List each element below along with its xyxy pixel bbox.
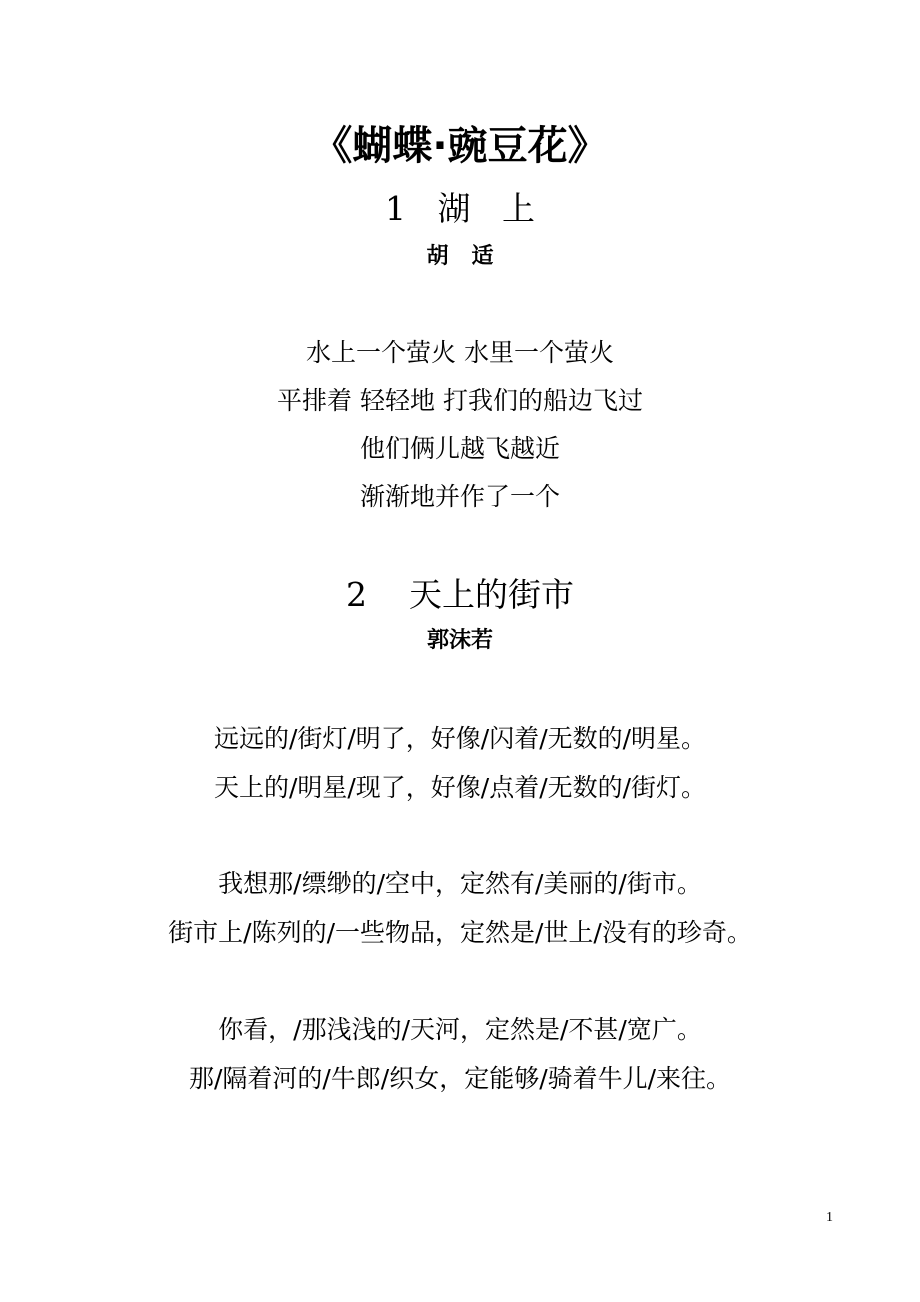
verse-line: 平排着 轻轻地 打我们的船边飞过 [277, 386, 643, 415]
verse-line: 我想那/缥缈的/空中，定然有/美丽的/街市。 [218, 869, 702, 898]
verse-line: 那/隔着河的/牛郎/织女，定能够/骑着牛儿/来往。 [188, 1064, 732, 1093]
verse-line: 街市上/陈列的/一些物品，定然是/世上/没有的珍奇。 [168, 918, 752, 947]
verse-line: 渐渐地并作了一个 [359, 482, 560, 511]
verse-line: 你看，/那浅浅的/天河，定然是/不甚/宽广。 [218, 1015, 702, 1044]
page-number: 1 [826, 1210, 833, 1225]
document-title: 《蝴蝶·豌豆花》 [312, 123, 608, 169]
verse-line: 天上的/明星/现了，好像/点着/无数的/街灯。 [213, 773, 707, 802]
verse-line: 他们俩儿越飞越近 [359, 434, 560, 463]
poem-author: 郭沫若 [426, 628, 493, 653]
verse-line: 水上一个萤火 水里一个萤火 [306, 338, 614, 367]
poem-author: 胡 适 [426, 244, 494, 269]
poem-heading: 1 湖 上 [385, 189, 535, 228]
poem-heading: 2 天上的街市 [346, 575, 574, 614]
verse-line: 远远的/街灯/明了，好像/闪着/无数的/明星。 [213, 724, 707, 753]
